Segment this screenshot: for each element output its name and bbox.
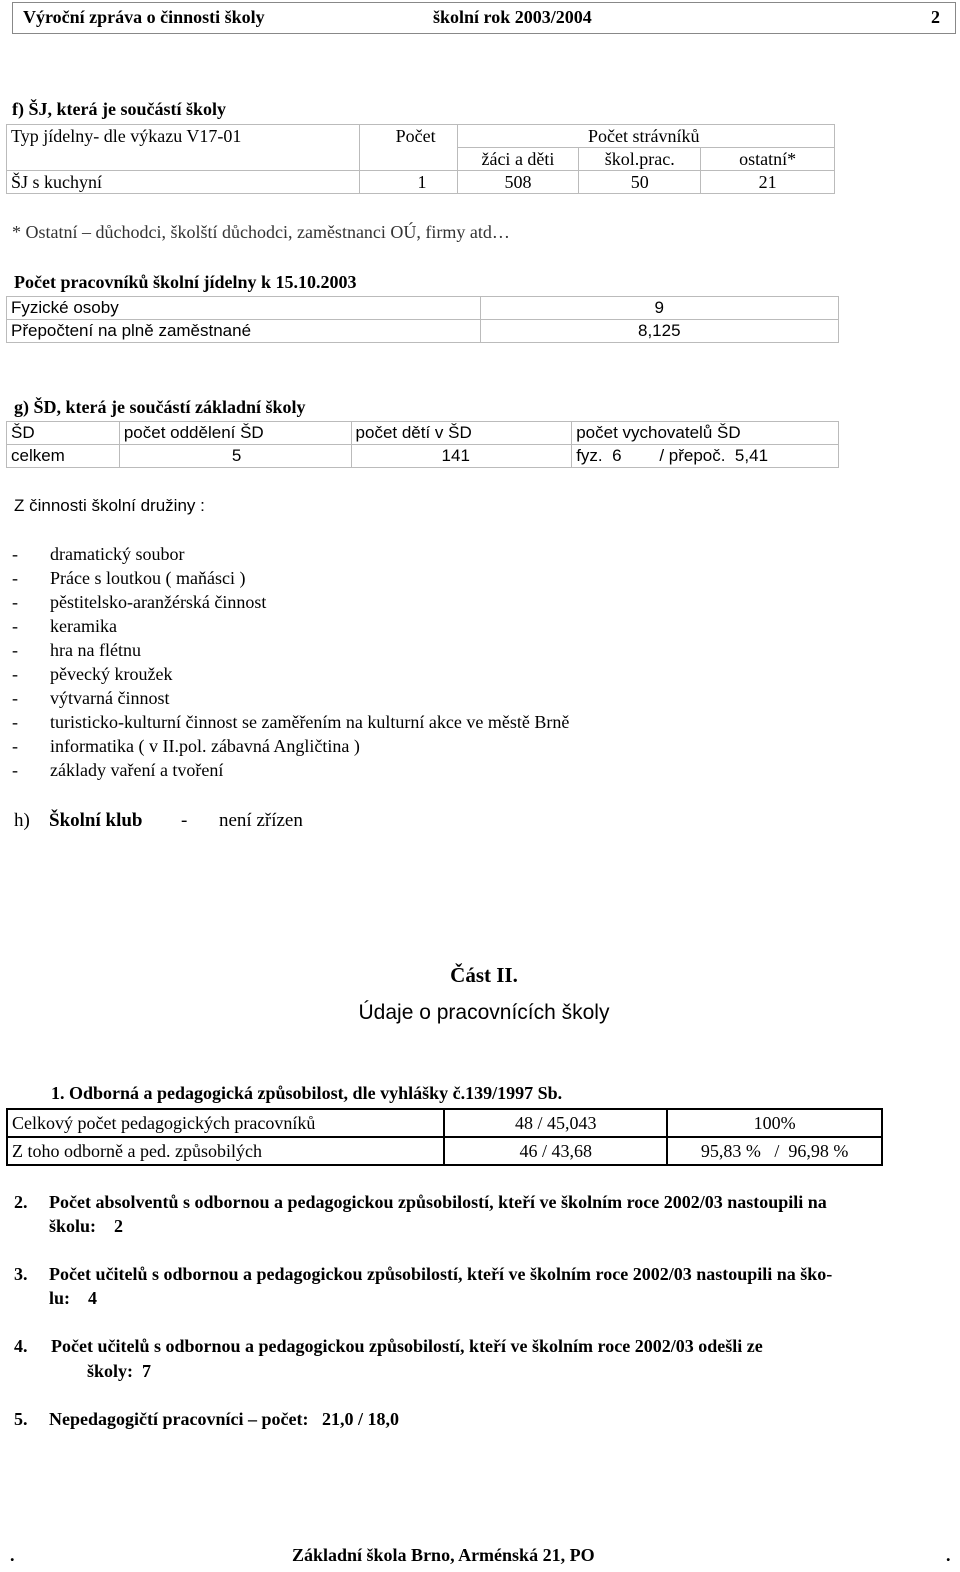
item-3-number: 3. (14, 1264, 28, 1284)
row-count: 1 (359, 171, 457, 194)
sub-other: ostatní* (701, 148, 835, 171)
item-2-number: 2. (14, 1192, 28, 1212)
item-4-line2: školy: 7 (87, 1361, 152, 1381)
col-count: Počet (359, 125, 457, 148)
item-5-number: 5. (14, 1409, 28, 1429)
section-h-label: h) (14, 810, 30, 831)
footer-text: Základní škola Brno, Arménská 21, PO (292, 1545, 595, 1565)
workers-heading: Počet pracovníků školní jídelny k 15.10.2003 (14, 272, 357, 292)
ad-r3: 141 (351, 445, 572, 468)
workers-table (6, 296, 839, 343)
workers-label: Fyzické osoby (7, 297, 481, 320)
footnote: * Ostatní – důchodci, školští důchodci, zaměstnanci OÚ, firmy atd… (12, 222, 510, 242)
workers-value: 9 (480, 297, 838, 320)
section-f-heading: f) ŠJ, která je součástí školy (12, 99, 226, 119)
workers-label: Přepočtení na plně zaměstnané (7, 320, 481, 343)
item-4-number: 4. (14, 1336, 28, 1356)
qual-pct: 100% (667, 1109, 882, 1137)
page-header (12, 2, 956, 34)
ad-h1: ŠD (7, 422, 120, 445)
canteen-table (6, 124, 835, 194)
footer-dot-left: . (10, 1545, 15, 1565)
afterschool-table (6, 421, 839, 468)
col-diners: Počet strávníků (457, 125, 834, 148)
sub-pupils: žáci a děti (457, 148, 579, 171)
item-2-line1: Počet absolventů s odbornou a pedagogickou způsobilostí, kteří ve školním roce 2002/03 nastoupili na (49, 1192, 827, 1212)
row-pupils: 508 (457, 171, 579, 194)
item-3-line1: Počet učitelů s odbornou a pedagogickou způsobilostí, kteří ve školním roce 2002/03 nastoupili na ško- (49, 1264, 833, 1284)
row-type: ŠJ s kuchyní (7, 171, 360, 194)
sub-staff: škol.prac. (579, 148, 701, 171)
section-h-status: není zřízen (219, 810, 303, 831)
part2-title: Část II. (450, 963, 518, 987)
report-title: Výroční zpráva o činnosti školy (23, 7, 265, 27)
activities-heading: Z činnosti školní družiny : (14, 496, 205, 515)
qual-label: Celkový počet pedagogických pracovníků (7, 1109, 444, 1137)
ad-h3: počet dětí v ŠD (351, 422, 572, 445)
part2-subtitle: Údaje o pracovnících školy (358, 1001, 610, 1024)
footer-dot-right: . (946, 1545, 951, 1565)
ad-r1: celkem (7, 445, 120, 468)
item-2-line2: školu: 2 (49, 1216, 124, 1236)
qualification-heading: 1. Odborná a pedagogická způsobilost, dle vyhlášky č.139/1997 Sb. (51, 1083, 563, 1103)
qualification-table (6, 1108, 883, 1166)
section-h-title: Školní klub (49, 810, 143, 831)
qual-count: 46 / 43,68 (444, 1137, 667, 1165)
item-5-line1: Nepedagogičtí pracovníci – počet: 21,0 / 18,0 (49, 1409, 399, 1429)
col-type: Typ jídelny- dle výkazu V17-01 (7, 125, 360, 148)
qual-pct: 95,83 % / 96,98 % (667, 1137, 882, 1165)
ad-r4: fyz. 6 / přepoč. 5,41 (572, 445, 839, 468)
ad-h2: počet oddělení ŠD (119, 422, 351, 445)
row-other: 21 (701, 171, 835, 194)
section-g-heading: g) ŠD, která je součástí základní školy (14, 397, 306, 417)
school-year: školní rok 2003/2004 (433, 7, 592, 27)
page-number: 2 (931, 7, 940, 27)
qual-label: Z toho odborně a ped. způsobilých (7, 1137, 444, 1165)
ad-r2: 5 (119, 445, 351, 468)
qual-count: 48 / 45,043 (444, 1109, 667, 1137)
ad-h4: počet vychovatelů ŠD (572, 422, 839, 445)
row-staff: 50 (579, 171, 701, 194)
workers-value: 8,125 (480, 320, 838, 343)
section-h-dash: - (181, 810, 188, 831)
item-4-line1: Počet učitelů s odbornou a pedagogickou způsobilostí, kteří ve školním roce 2002/03 odešli ze (51, 1336, 763, 1356)
item-3-line2: lu: 4 (49, 1288, 98, 1308)
